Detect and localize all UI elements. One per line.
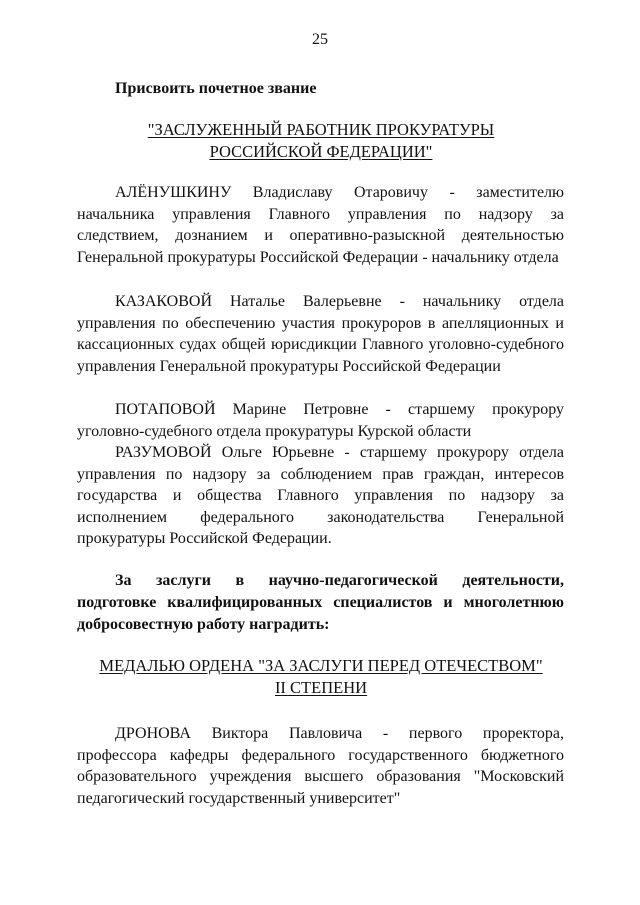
honorary-title-line-1: "ЗАСЛУЖЕННЫЙ РАБОТНИК ПРОКУРАТУРЫ	[147, 120, 495, 139]
award-entry: ПОТАПОВОЙ Марине Петровне - старшему прокурору уголовно-судебного отдела прокуратуры Курской области	[77, 401, 564, 440]
award-entry: АЛЁНУШКИНУ Владиславу Отаровичу - заместителю начальника управления Главного управления по надзору за следствием, дознанием и оперативно-разыскной деятельностью Генеральной прокуратуры Российской Федерации - начальнику отдела	[77, 184, 564, 266]
award-title-heading: Присвоить почетное звание	[115, 80, 317, 97]
medal-title-line-2: II СТЕПЕНИ	[274, 678, 368, 697]
medal-title-line-1: МЕДАЛЬЮ ОРДЕНА "ЗА ЗАСЛУГИ ПЕРЕД ОТЕЧЕСТВОМ"	[99, 656, 543, 675]
award-entry: КАЗАКОВОЙ Наталье Валерьевне - начальнику отдела управления по обеспечению участия прокуроров в апелляционных и кассационных судах общей юрисдикции Главного уголовно-судебного управления Генеральной прокуратуры Российской Федерации	[77, 293, 564, 375]
medal-title	[77, 655, 565, 699]
merit-heading: За заслуги в научно-педагогической деятельности, подготовке квалифицированных специалистов и многолетнюю добросовестную работу наградить:	[77, 572, 564, 633]
honorary-title	[77, 119, 565, 163]
award-entry: ДРОНОВА Виктора Павловича - первого проректора, профессора кафедры федерального государственного бюджетного образовательного учреждения высшего образования "Московский педагогический государственный университет"	[77, 725, 564, 807]
award-entry: РАЗУМОВОЙ Ольге Юрьевне - старшему прокурору отдела управления по надзору за соблюдением прав граждан, интересов государства и общества Главного управления по надзору за исполнением федерального законодательства Генеральной прокуратуры Российской Федерации.	[77, 444, 564, 548]
honorary-title-line-2: РОССИЙСКОЙ ФЕДЕРАЦИИ"	[209, 142, 433, 161]
page-number: 25	[312, 31, 328, 48]
